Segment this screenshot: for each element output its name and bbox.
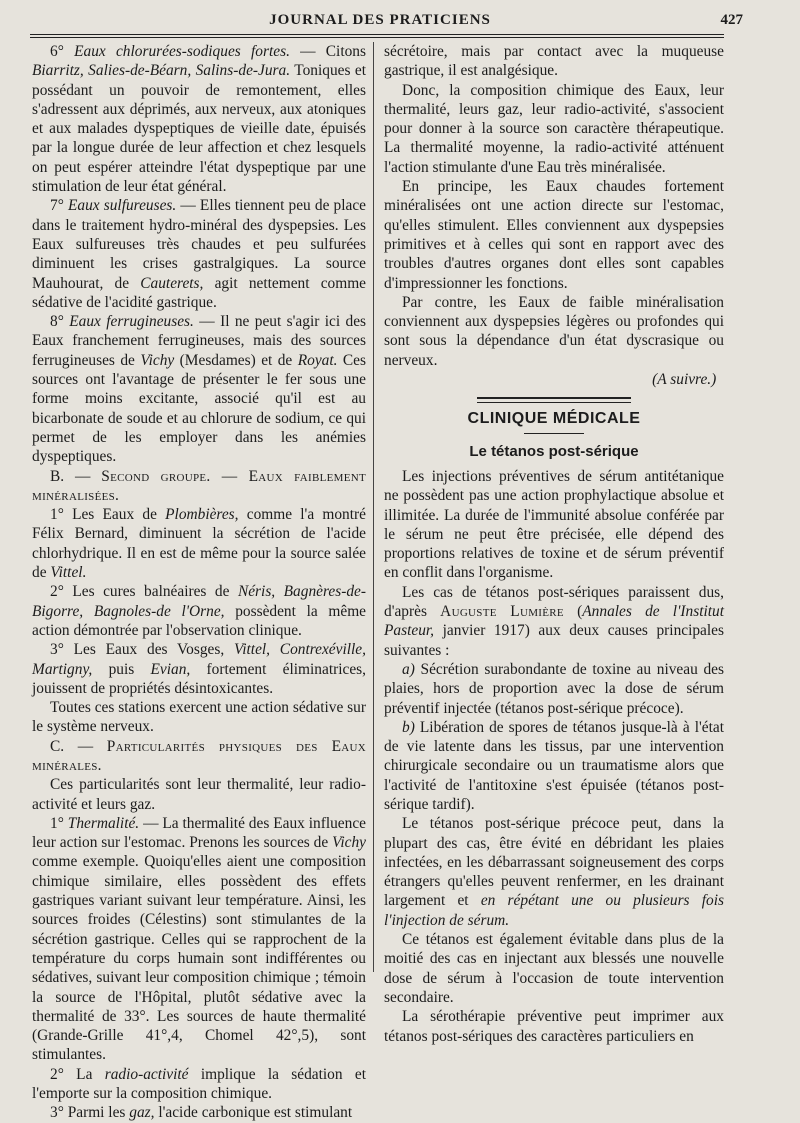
paragraph: 2° Les cures balnéaires de Néris, Bagnères-de-Bigorre, Bagnoles-de l'Orne, possèdent la même action démontrée par l'observation clinique.	[32, 583, 366, 639]
paragraph: 3° Parmi les gaz, l'acide carbonique est stimulant	[50, 1104, 353, 1122]
paragraph: Ces particularités sont leur thermalité, leur radio-activité et leurs gaz.	[32, 776, 366, 813]
paragraph: 8° Eaux ferrugineuses. — Il ne peut s'agir ici des Eaux franchement ferrugineuses, mais des sources ferrugineuses de Vichy (Mesdames) et de Royat. Ces sources ont l'avantage de présenter le fer sous une forme moins excitante, associé qu'il est au bicarbonate de soude et au chlorure de sodium, ce qui permet de les employer dans les anémies dyspeptiques.	[32, 313, 367, 466]
paragraph: Le tétanos post-sérique précoce peut, dans la plupart des cas, être évité en débridant les plaies infectées, en les débarrassant soigneusement des corps étrangers qu'elles peuvent renfermer, en les drainant largement et en répétant une ou plusieurs fois l'injection de sérum.	[384, 815, 725, 929]
paragraph: 3° Les Eaux des Vosges, Vittel, Contrexéville, Martigny, puis Evian, fortement éliminatrices, jouissent de propriétés désintoxicantes.	[32, 641, 366, 697]
section-separator	[477, 397, 631, 403]
paragraph: Les injections préventives de sérum antitétanique ne possèdent pas une action prophylactique absolue et illimitée. La durée de l'immunité absolue conférée par le sérum ne peut être précisée, elle dépend des proportions relatives de toxine et de sérum préventif en conflit dans l'organisme.	[384, 467, 724, 582]
paragraph: sécrétoire, mais par contact avec la muqueuse gastrique, il est analgésique.	[384, 43, 724, 80]
page-number: 427	[720, 12, 743, 28]
article-title: Le tétanos post-sérique	[469, 442, 639, 460]
paragraph: 7° Eaux sulfureuses. — Elles tiennent peu de place dans le traitement hydro-minéral des dyspepsies. Les Eaux sulfureuses très chaudes et peu sulfurées diminuent les crises gastralgiques. La source Mauhourat, de Cauterets, agit nettement comme sédative de l'acidité gastrique.	[32, 197, 366, 311]
paragraph: La sérothérapie préventive peut imprimer aux tétanos post-sériques des caractères particuliers en	[384, 1008, 724, 1045]
list-item: b) Libération de spores de tétanos jusque-là à l'état de vie latente dans les tissus, par une intervention chirurgicale secondaire ou un traumatisme alors que l'activité de l'antitoxine s'est épuisée (tétanos post-sérique tardif).	[384, 718, 724, 813]
running-header	[30, 8, 743, 36]
paragraph: Par contre, les Eaux de faible minéralisation conviennent aux dyspepsies légères ou profondes qui sont sous la dépendance d'un état dyscrasique ou nerveux.	[384, 293, 724, 369]
right-column	[384, 42, 724, 1046]
section-title: CLINIQUE MÉDICALE	[467, 410, 641, 428]
header-rule	[30, 34, 724, 38]
list-item: a) Sécrétion surabondante de toxine au niveau des plaies, hors de proportion avec la dose de sérum préventif injectée (tétanos post-sérique précoce).	[384, 660, 724, 717]
paragraph: En principe, les Eaux chaudes fortement minéralisées ont une action directe sur l'estomac, qu'elles stimulent. Elles conviennent aux dyspepsies primitives et à celles qui sont en rapport avec des troubles d'autres organes dont elles sont capables d'impressionner les fonctions.	[384, 178, 724, 292]
paragraph: Les cas de tétanos post-sériques paraissent dus, d'après Auguste Lumière (Annales de l'Institut Pasteur, janvier 1917) aux deux causes principales suivantes :	[384, 583, 724, 659]
paragraph: Donc, la composition chimique des Eaux, leur thermalité, leurs gaz, leur radio-activité, s'associent pour donner à la source son caractère thérapeutique. La thermalité moyenne, la radio-activité atténuent l'action stimulante d'une Eau très minéralisée.	[384, 81, 724, 176]
subsection-heading: C. — Particularités physiques des Eaux minérales.	[32, 737, 367, 774]
journal-title: JOURNAL DES PRATICIENS	[269, 12, 491, 28]
paragraph: Ce tétanos est également évitable dans plus de la moitié des cas en injectant aux blessés une nouvelle dose de sérum à l'occasion de toute intervention secondaire.	[384, 931, 724, 1006]
subsection-heading: B. — Second groupe. — Eaux faiblement minéralisées.	[32, 467, 367, 504]
paragraph: 1° Les Eaux de Plombières, comme l'a montré Félix Bernard, diminuent la sécrétion de l'acide chlorhydrique. Il en est de même pour la source salée de Vittel.	[32, 506, 366, 582]
paragraph: 1° Thermalité. — La thermalité des Eaux influence leur action sur l'estomac. Prenons les sources de Vichy comme exemple. Quoiqu'elles aient une composition chimique similaire, elles possèdent des effets gastriques variant suivant leur température. Ainsi, les sources froides (Célestins) sont stimulantes de la sécrétion gastrique. Celles qui se rapprochent de la température du corps humain sont indifférentes ou sédatives, suivant leur composition chimique ; témoin la source de l'Hôpital, plutôt sédative avec la thermalité de 33°. Les sources de haute thermalité (Grande-Grille 41°,4, Chomel 42°,5), sont stimulantes.	[32, 814, 367, 1064]
paragraph: 6° Eaux chlorurées-sodiques fortes. — Citons Biarritz, Salies-de-Béarn, Salins-de-Jura. Toniques et possédant un pouvoir de remontement, elles s'adressent aux déprimés, aux nerveux, aux atoniques et aux malades dyspeptiques de vieille date, épuisés par la longue durée de leur affection et chez lesquels on peut espérer atteindre l'état dyspeptique par une stimulation de leur état général.	[32, 43, 367, 196]
column-divider	[373, 42, 374, 972]
section-title-rule	[524, 433, 584, 434]
paragraph: 2° La radio-activité implique la sédation et l'emporte sur la composition chimique.	[32, 1065, 366, 1103]
paragraph: Toutes ces stations exercent une action sédative sur le système nerveux.	[32, 699, 366, 736]
left-column	[32, 42, 366, 1123]
to-be-continued: (A suivre.)	[652, 371, 717, 389]
